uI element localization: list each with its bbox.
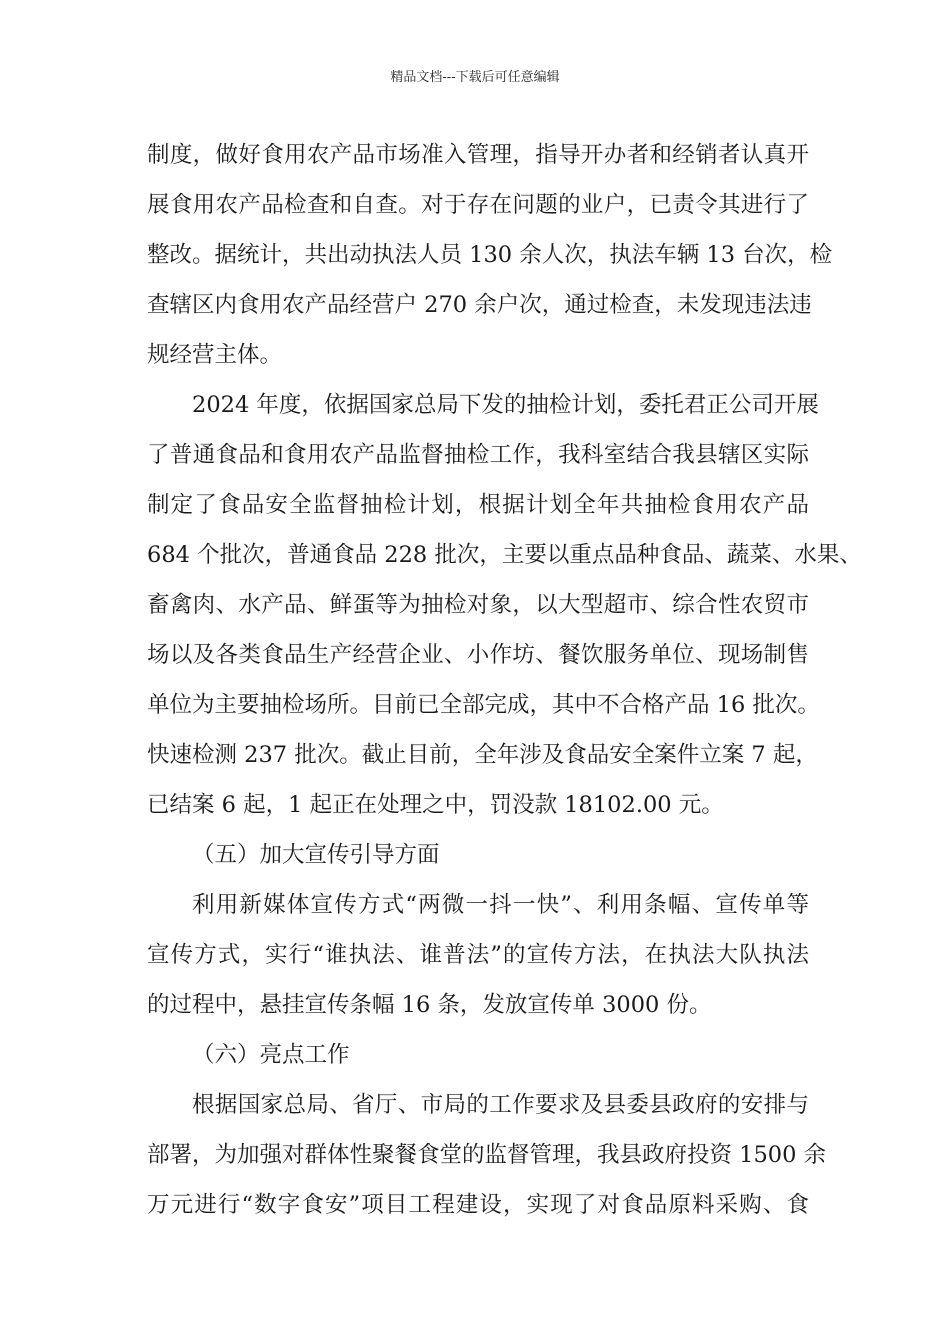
paragraph-line: 场以及各类食品生产经营企业、小作坊、餐饮服务单位、现场制售 [147,642,809,668]
section-heading: （五）加大宣传引导方面 [192,842,440,868]
document-body [147,130,862,1230]
paragraph-line: 2024 年度，依据国家总局下发的抽检计划，委托君正公司开展 [192,392,819,418]
section-heading: （六）亮点工作 [192,1042,350,1068]
paragraph-line: 快速检测 237 批次。截止目前，全年涉及食品安全案件立案 7 起， [147,742,818,768]
paragraph-line: 利用新媒体宣传方式“两微一抖一快”、利用条幅、宣传单等 [192,892,809,918]
paragraph-line: 制定了食品安全监督抽检计划，根据计划全年共抽检食用农产品 [147,492,809,518]
paragraph-line: 的过程中，悬挂宣传条幅 16 条，发放宣传单 3000 份。 [147,992,712,1018]
paragraph-line: 宣传方式，实行“谁执法、谁普法”的宣传方法，在执法大队执法 [147,942,809,968]
paragraph-line: 单位为主要抽检场所。目前已全部完成，其中不合格产品 16 批次。 [147,692,820,718]
paragraph-line: 万元进行“数字食安”项目工程建设，实现了对食品原料采购、食 [147,1192,809,1218]
paragraph-line: 部署，为加强对群体性聚餐食堂的监督管理，我县政府投资 1500 余 [147,1142,827,1168]
paragraph-line: 根据国家总局、省厅、市局的工作要求及县委县政府的安排与 [192,1092,809,1118]
paragraph-line: 畜禽肉、水产品、鲜蛋等为抽检对象，以大型超市、综合性农贸市 [147,592,809,618]
paragraph-line: 制度，做好食用农产品市场准入管理，指导开办者和经销者认真开 [147,142,809,168]
paragraph-line: 查辖区内食用农产品经营户 270 余户次，通过检查，未发现违法违 [147,292,812,318]
paragraph-line: 684 个批次，普通食品 228 批次，主要以重点品种食品、蔬菜、水果、 [147,542,862,568]
paragraph-line: 已结案 6 起，1 起正在处理之中，罚没款 18102.00 元。 [147,792,724,818]
paragraph-line: 规经营主体。 [147,342,283,368]
paragraph-line: 展食用农产品检查和自查。对于存在问题的业户，已责令其进行了 [147,192,809,218]
page-header: 精品文档---下载后可任意编辑 [390,70,560,85]
paragraph-line: 了普通食品和食用农产品监督抽检工作，我科室结合我县辖区实际 [147,442,809,468]
paragraph-line: 整改。据统计，共出动执法人员 130 余人次，执法车辆 13 台次，检 [147,242,833,268]
